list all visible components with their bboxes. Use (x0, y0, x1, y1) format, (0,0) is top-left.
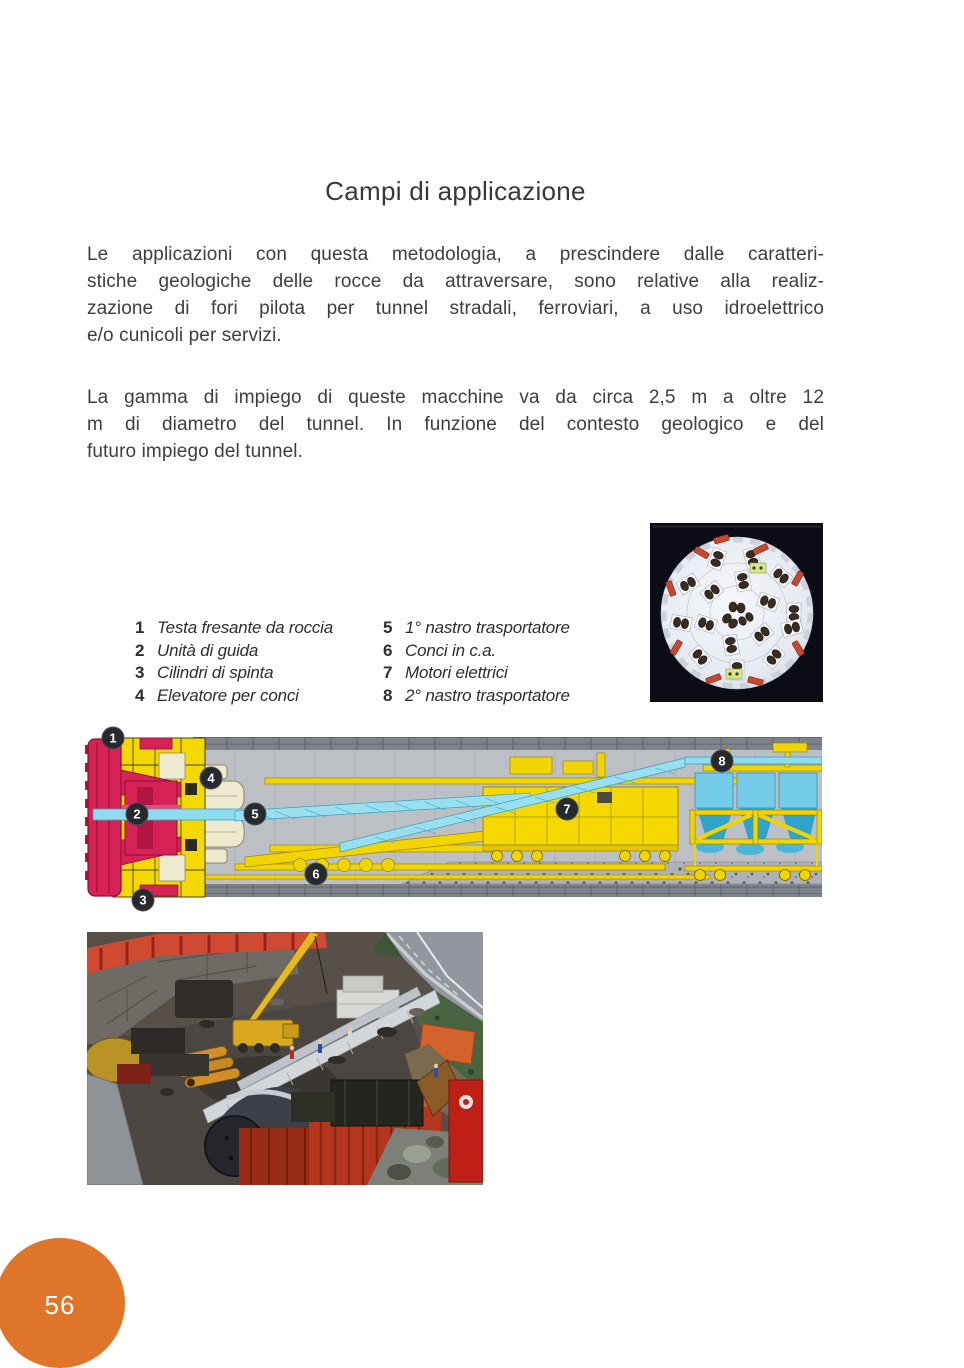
paragraph-line: Le applicazioni con questa metodologia, a prescindere dalle caratteri- (87, 244, 824, 265)
legend-item (383, 640, 605, 663)
badge-5: 5 (251, 806, 259, 822)
cutterhead-photo (650, 523, 823, 702)
badge-6: 6 (312, 866, 320, 882)
red-cabinet (449, 1080, 483, 1182)
paragraph-line: zazione di fori pilota per tunnel stradali, ferroviari, a uso idroelettrico (87, 298, 824, 319)
figure-legend (135, 617, 605, 708)
legend-item (383, 685, 605, 708)
tunnel-lining-top (193, 737, 822, 750)
legend-label: Cilindri di spinta (157, 663, 274, 683)
legend-item (383, 617, 605, 640)
badge-3: 3 (139, 892, 147, 908)
paragraph-line: m di diametro del tunnel. In funzione del contesto geologico e del (87, 414, 824, 435)
legend-number: 8 (383, 686, 393, 706)
legend-label: Motori elettrici (405, 663, 508, 683)
legend-number: 5 (383, 618, 393, 637)
tbm-diagram (85, 725, 822, 913)
legend-item (135, 662, 383, 685)
construction-site-photo (87, 932, 483, 1185)
legend-number: 3 (135, 663, 145, 683)
paragraph-line: e/o cunicoli per servizi. (87, 325, 282, 346)
paragraph-line: futuro impiego del tunnel. (87, 441, 303, 462)
legend-item (135, 640, 383, 663)
legend-number: 7 (383, 663, 393, 683)
legend-label: Testa fresante da roccia (157, 618, 334, 637)
paragraph-line: stiche geologiche delle rocce da attraversare, sono relative alla realiz- (87, 271, 824, 292)
legend-label: Elevatore per conci (157, 686, 299, 706)
badge-4: 4 (207, 770, 215, 786)
page-number: 56 (44, 1290, 76, 1320)
legend-number: 1 (135, 618, 145, 637)
paragraph-1 (87, 241, 824, 349)
badge-8: 8 (718, 753, 726, 769)
legend-label: Unità di guida (157, 640, 259, 660)
legend-number: 2 (135, 640, 145, 660)
badge-2: 2 (133, 806, 141, 822)
legend-number: 6 (383, 640, 393, 660)
badge-7: 7 (563, 801, 571, 817)
page-title: Campi di applicazione (325, 176, 586, 206)
paragraph-2 (87, 384, 824, 465)
legend-label: 1° nastro trasportatore (405, 618, 570, 637)
badge-1: 1 (109, 730, 117, 746)
legend-item (383, 662, 605, 685)
legend-item (135, 685, 383, 708)
paragraph-line: La gamma di impiego di queste macchine va da circa 2,5 m a oltre 12 (87, 387, 824, 408)
legend-item (135, 617, 383, 640)
legend-label: 2° nastro trasportatore (405, 686, 570, 706)
page-number-circle (0, 1238, 125, 1368)
legend-number: 4 (135, 686, 145, 706)
tunnel-lining-bottom (203, 884, 822, 897)
legend-label: Conci in c.a. (405, 640, 496, 660)
